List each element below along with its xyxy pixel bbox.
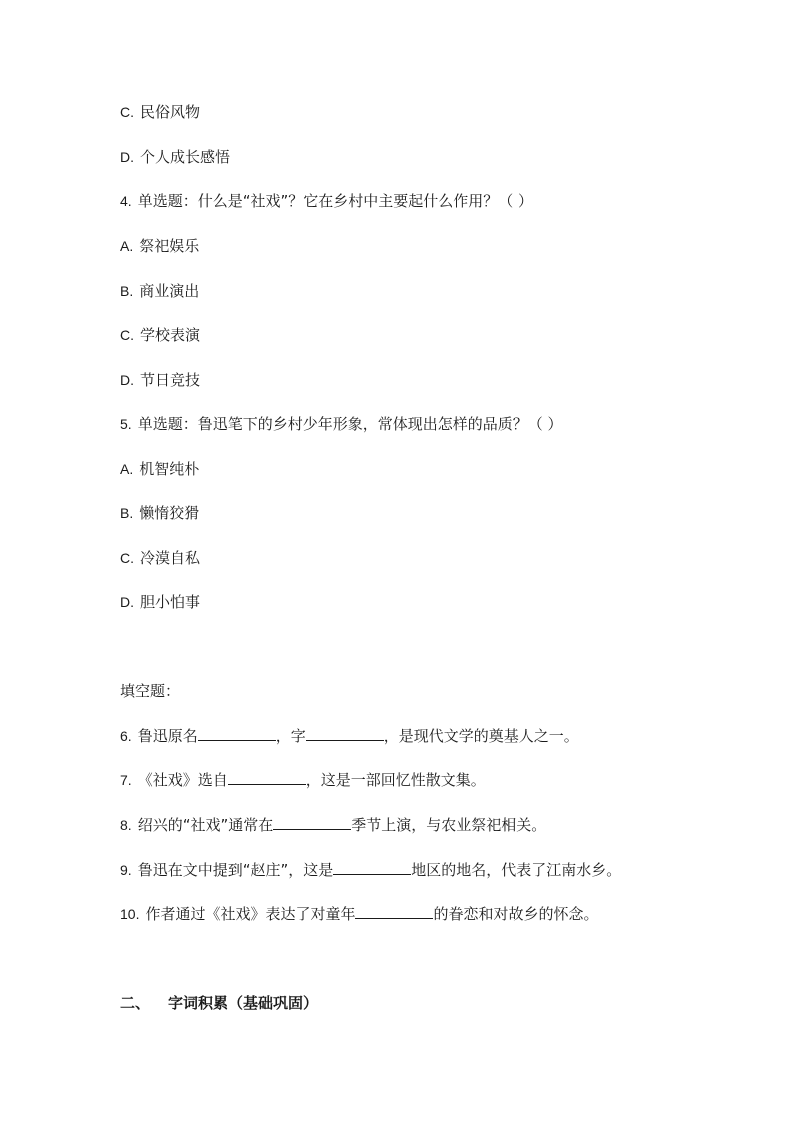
question-number: 5. xyxy=(120,416,132,432)
question-text: ，字 xyxy=(275,727,306,745)
question-text: ，这是一部回忆性散文集。 xyxy=(305,771,486,789)
option-text: 懒惰狡猾 xyxy=(139,504,200,522)
option-letter: D. xyxy=(120,594,134,610)
question-number: 10. xyxy=(120,906,140,922)
question-number: 8. xyxy=(120,817,132,833)
option-q5-d xyxy=(120,592,200,612)
question-text: 季节上演，与农业祭祀相关。 xyxy=(351,816,547,834)
option-text: 民俗风物 xyxy=(140,103,201,121)
option-text: 胆小怕事 xyxy=(140,593,201,611)
answer-blank xyxy=(306,726,384,741)
answer-blank xyxy=(355,904,433,919)
fill-question-8 xyxy=(120,815,546,835)
option-letter: A. xyxy=(120,461,134,477)
option-letter: A. xyxy=(120,238,134,254)
option-text: 祭祀娱乐 xyxy=(139,237,200,255)
question-text: 的眷恋和对故乡的怀念。 xyxy=(433,905,599,923)
fill-question-10 xyxy=(120,904,599,924)
fill-question-6 xyxy=(120,726,579,746)
option-q4-a xyxy=(120,236,199,256)
option-q5-a xyxy=(120,459,199,479)
option-q5-b xyxy=(120,503,199,523)
question-text: 鲁迅原名 xyxy=(137,727,198,745)
question-text: 绍兴的“社戏”通常在 xyxy=(137,816,274,834)
question-4 xyxy=(120,191,533,211)
question-text: 作者通过《社戏》表达了对童年 xyxy=(145,905,356,923)
option-letter: C. xyxy=(120,104,134,120)
fill-question-7 xyxy=(120,770,486,790)
option-text: 冷漠自私 xyxy=(140,549,201,567)
section-title: 字词积累（基础巩固） xyxy=(168,994,319,1012)
question-number: 6. xyxy=(120,728,132,744)
answer-blank xyxy=(198,726,276,741)
answer-blank xyxy=(273,815,351,830)
option-letter: D. xyxy=(120,372,134,388)
option-q3-d xyxy=(120,147,230,167)
option-q4-b xyxy=(120,281,199,301)
option-text: 个人成长感悟 xyxy=(140,148,231,166)
question-text: 地区的地名，代表了江南水乡。 xyxy=(411,861,622,879)
option-q4-c xyxy=(120,325,200,345)
answer-blank xyxy=(228,770,306,785)
option-text: 机智纯朴 xyxy=(139,460,200,478)
fill-question-9 xyxy=(120,860,621,880)
question-number: 9. xyxy=(120,862,132,878)
section-index: 二、 xyxy=(120,994,151,1012)
option-text: 商业演出 xyxy=(139,282,200,300)
question-text: 单选题：鲁迅笔下的乡村少年形象，常体现出怎样的品质？（ ） xyxy=(137,415,563,433)
option-q4-d xyxy=(120,370,200,390)
fill-heading: 填空题： xyxy=(120,682,181,700)
option-letter: D. xyxy=(120,149,134,165)
option-letter: C. xyxy=(120,327,134,343)
option-letter: B. xyxy=(120,505,134,521)
question-text: 单选题：什么是“社戏”？它在乡村中主要起什么作用？（ ） xyxy=(137,192,534,210)
answer-blank xyxy=(333,860,411,875)
question-text: 《社戏》选自 xyxy=(137,771,228,789)
question-number: 7. xyxy=(120,772,132,788)
option-letter: B. xyxy=(120,283,134,299)
option-q3-c xyxy=(120,102,200,122)
option-text: 节日竞技 xyxy=(140,371,201,389)
option-q5-c xyxy=(120,548,200,568)
section-heading xyxy=(120,993,318,1013)
question-number: 4. xyxy=(120,193,132,209)
option-letter: C. xyxy=(120,550,134,566)
question-text: ，是现代文学的奠基人之一。 xyxy=(383,727,579,745)
option-text: 学校表演 xyxy=(140,326,201,344)
question-5 xyxy=(120,414,562,434)
question-text: 鲁迅在文中提到“赵庄”，这是 xyxy=(137,861,334,879)
